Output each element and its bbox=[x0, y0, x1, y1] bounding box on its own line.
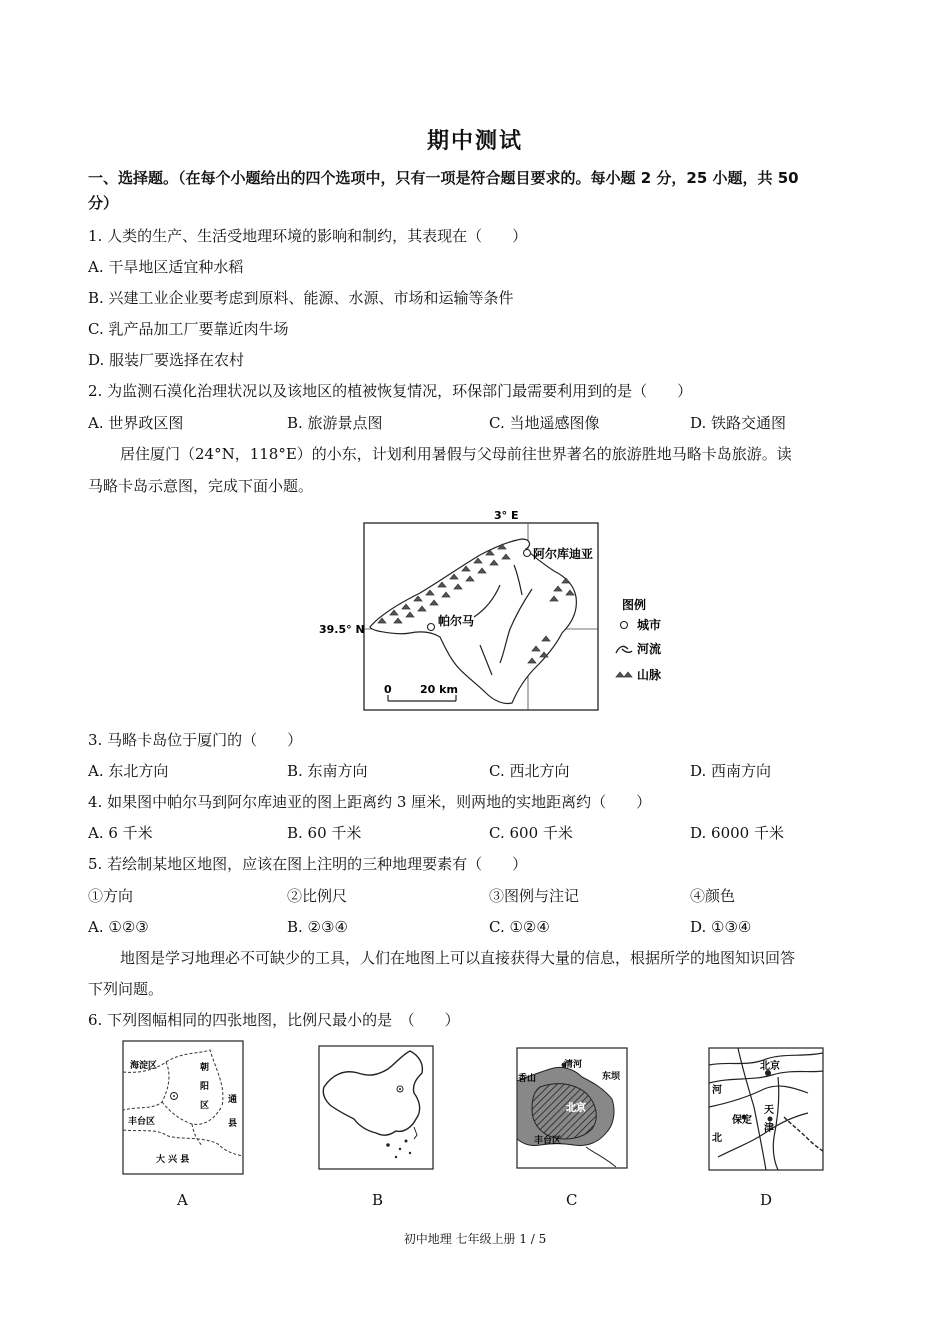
scale-value: 20 km bbox=[420, 683, 458, 696]
city-palma-label: 帕尔马 bbox=[438, 614, 475, 628]
svg-text:津: 津 bbox=[764, 1123, 774, 1134]
section-heading: 一、选择题。（在每个小题给出的四个选项中，只有一项是符合题目要求的。每小题 2 分，25 小题，共 50 bbox=[88, 169, 799, 187]
svg-text:保定: 保定 bbox=[732, 1115, 752, 1126]
legend-river-icon bbox=[616, 646, 632, 653]
svg-text:河: 河 bbox=[712, 1085, 722, 1096]
q4-option-b: B. 60 千米 bbox=[287, 824, 362, 842]
q1-option-d: D. 服装厂要选择在农村 bbox=[88, 351, 245, 369]
q3-option-b: B. 东南方向 bbox=[287, 762, 368, 780]
map-a bbox=[122, 1040, 244, 1175]
lat-label: 39.5° N bbox=[319, 623, 365, 636]
map-label-a: A bbox=[177, 1191, 188, 1209]
q2-stem: 2. 为监测石漠化治理状况以及该地区的植被恢复情况，环保部门最需要利用到的是（ ） bbox=[88, 382, 693, 400]
city-alcudia-label: 阿尔库迪亚 bbox=[533, 547, 594, 561]
city-alcudia-marker bbox=[524, 550, 531, 557]
haidian-label: 海淀区 bbox=[130, 1061, 158, 1071]
map-label-d: D bbox=[760, 1191, 773, 1209]
q5-option-a: A. ①②③ bbox=[88, 918, 149, 936]
legend-title: 图例 bbox=[622, 598, 647, 612]
q4-stem: 4. 如果图中帕尔马到阿尔库迪亚的图上距离约 3 厘米，则两地的实地距离约（ ） bbox=[88, 793, 652, 811]
svg-text:北: 北 bbox=[712, 1133, 722, 1144]
page-title: 期中测试 bbox=[426, 129, 523, 154]
q3-option-d: D. 西南方向 bbox=[690, 762, 772, 780]
q3-option-c: C. 西北方向 bbox=[489, 762, 570, 780]
svg-text:北京: 北京 bbox=[760, 1061, 780, 1072]
q2-option-b: B. 旅游景点图 bbox=[287, 414, 383, 432]
scale-zero: 0 bbox=[384, 683, 392, 696]
q5-option-b: B. ②③④ bbox=[287, 918, 348, 936]
page-footer: 初中地理 七年级上册 1 / 5 bbox=[403, 1232, 547, 1246]
q4-option-a: A. 6 千米 bbox=[88, 824, 153, 842]
q5-item-3: ③图例与注记 bbox=[489, 887, 580, 905]
passage2: 地图是学习地理必不可缺少的工具，人们在地图上可以直接获得大量的信息，根据所学的地图知识回答 bbox=[120, 949, 796, 967]
fengtai-label: 丰台区 bbox=[128, 1117, 156, 1127]
passage1-cont: 马略卡岛示意图，完成下面小题。 bbox=[88, 477, 314, 495]
svg-text:区: 区 bbox=[200, 1101, 210, 1111]
daxing-label: 大 兴 县 bbox=[156, 1155, 190, 1165]
q4-option-d: D. 6000 千米 bbox=[690, 824, 784, 842]
q2-option-d: D. 铁路交通图 bbox=[690, 414, 787, 432]
svg-text:通: 通 bbox=[228, 1095, 238, 1105]
map-b bbox=[318, 1045, 434, 1170]
legend-city: 城市 bbox=[637, 618, 662, 632]
map-c bbox=[516, 1047, 628, 1169]
q5-item-1: ①方向 bbox=[88, 887, 134, 905]
q5-stem: 5. 若绘制某地区地图，应该在图上注明的三种地理要素有（ ） bbox=[88, 855, 528, 873]
q1-stem: 1. 人类的生产、生活受地理环境的影响和制约，其表现在（ ） bbox=[88, 227, 528, 245]
section-heading-cont: 分） bbox=[88, 194, 119, 212]
mallorca-map bbox=[310, 505, 690, 715]
map-label-c: C bbox=[566, 1191, 578, 1209]
q6-stem: 6. 下列图幅相同的四张地图，比例尺最小的是 （ ） bbox=[88, 1011, 460, 1029]
city-palma-marker bbox=[428, 624, 435, 631]
svg-text:清河: 清河 bbox=[564, 1060, 583, 1070]
svg-text:东坝: 东坝 bbox=[602, 1072, 621, 1082]
q5-option-d: D. ①③④ bbox=[690, 918, 752, 936]
map-d bbox=[708, 1047, 824, 1171]
q2-option-c: C. 当地遥感图像 bbox=[489, 414, 600, 432]
passage1: 居住厦门（24°N，118°E）的小东，计划利用暑假与父母前往世界著名的旅游胜地马略卡岛旅游。读 bbox=[120, 445, 792, 463]
svg-text:阳: 阳 bbox=[200, 1082, 210, 1092]
q3-option-a: A. 东北方向 bbox=[88, 762, 169, 780]
legend-mountain-icon bbox=[616, 672, 632, 677]
q1-option-a: A. 干旱地区适宜种水稻 bbox=[88, 258, 244, 276]
map-label-b: B bbox=[372, 1191, 384, 1209]
legend-river: 河流 bbox=[637, 642, 662, 656]
svg-text:香山: 香山 bbox=[518, 1074, 537, 1084]
svg-text:丰台区: 丰台区 bbox=[534, 1136, 562, 1146]
q5-item-2: ②比例尺 bbox=[287, 887, 348, 905]
svg-text:北京: 北京 bbox=[566, 1103, 586, 1114]
svg-text:朝: 朝 bbox=[200, 1063, 210, 1073]
legend-city-icon bbox=[621, 622, 628, 629]
legend-mountain: 山脉 bbox=[637, 668, 662, 682]
q4-option-c: C. 600 千米 bbox=[489, 824, 573, 842]
q2-option-a: A. 世界政区图 bbox=[88, 414, 184, 432]
q1-option-c: C. 乳产品加工厂要靠近肉牛场 bbox=[88, 320, 289, 338]
q5-item-4: ④颜色 bbox=[690, 887, 736, 905]
svg-text:县: 县 bbox=[228, 1119, 238, 1129]
passage2-cont: 下列问题。 bbox=[88, 980, 164, 998]
q3-stem: 3. 马略卡岛位于厦门的（ ） bbox=[88, 731, 303, 749]
svg-text:天: 天 bbox=[764, 1105, 774, 1116]
q5-option-c: C. ①②④ bbox=[489, 918, 550, 936]
q1-option-b: B. 兴建工业企业要考虑到原料、能源、水源、市场和运输等条件 bbox=[88, 289, 514, 307]
lon-label: 3° E bbox=[494, 509, 519, 522]
